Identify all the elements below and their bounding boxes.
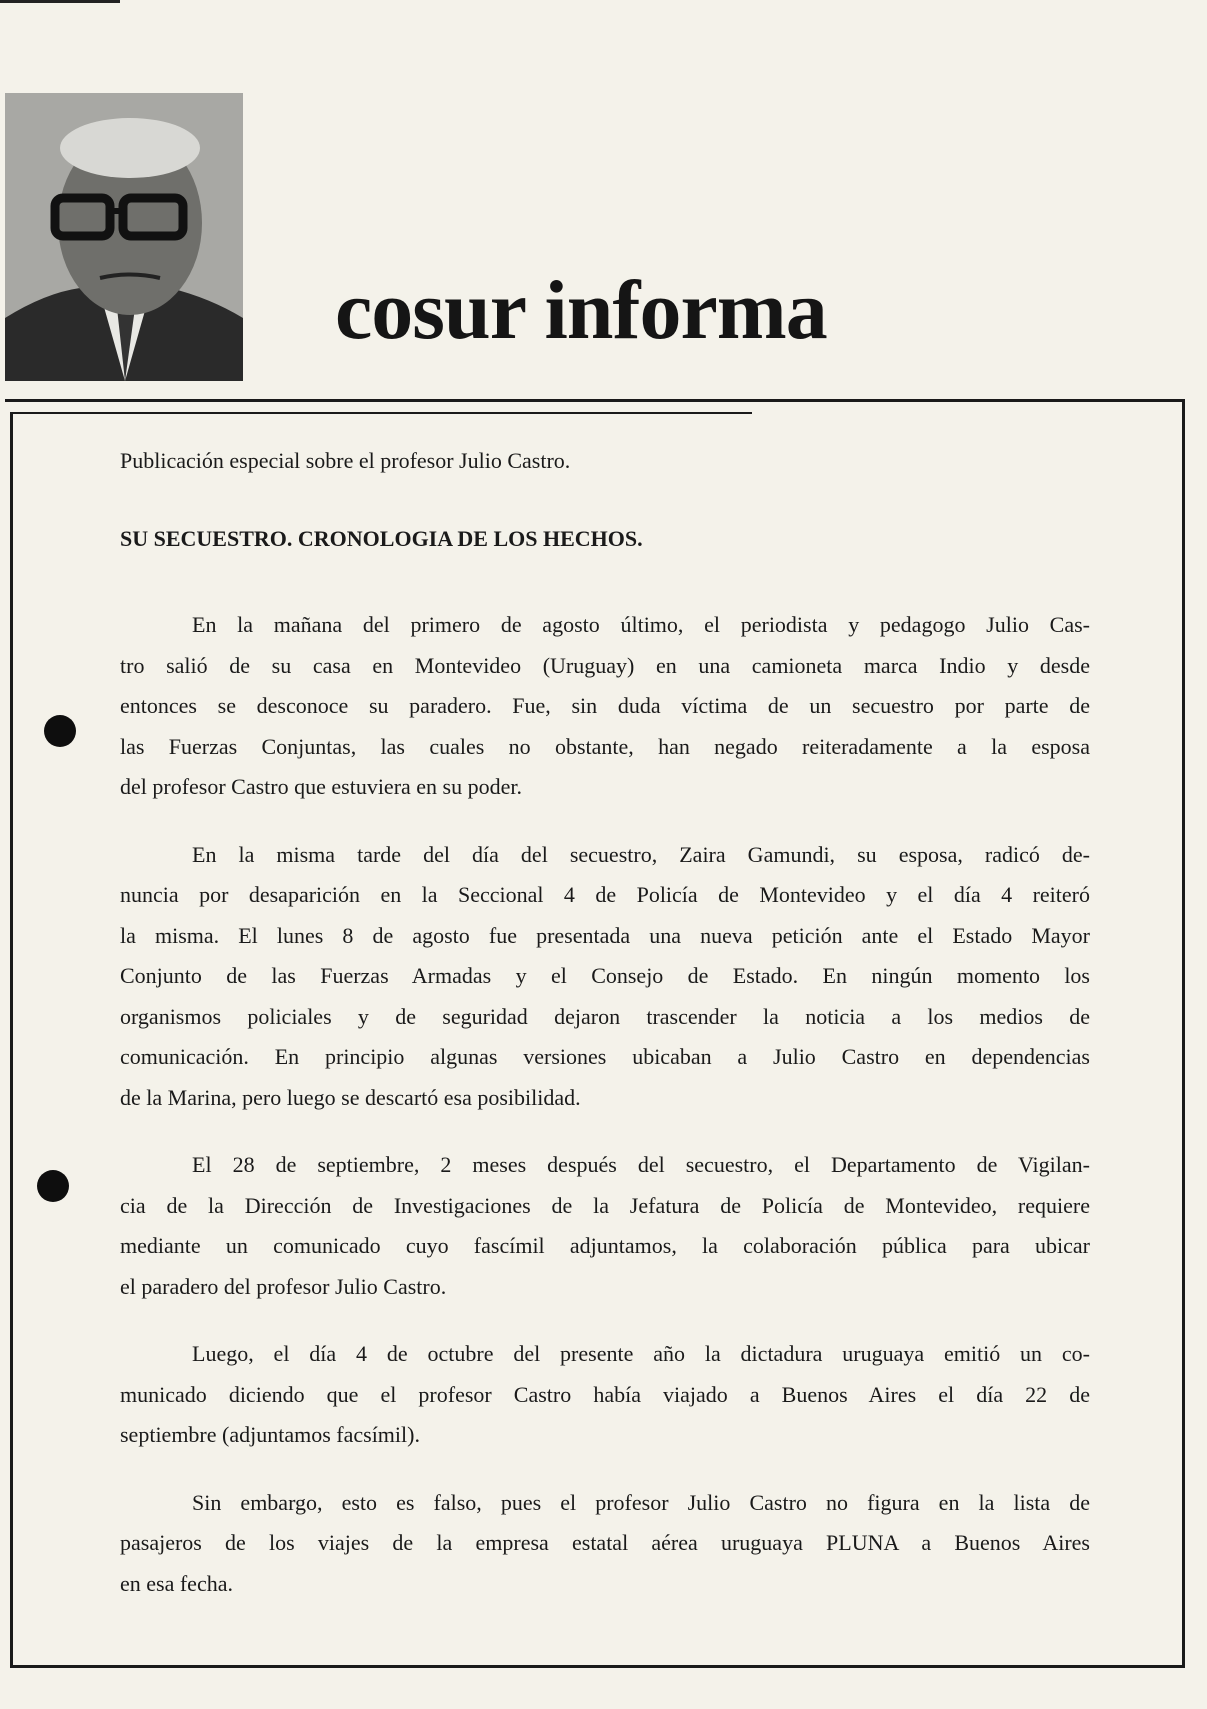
paragraph xyxy=(120,1483,1090,1605)
paragraph xyxy=(120,835,1090,1119)
text-line: nuncia por desaparición en la Seccional 4 de Policía de Montevideo y el día 4 reiteró xyxy=(120,882,1090,907)
text-line: mediante un comunicado cuyo fascímil adjuntamos, la colaboración pública para ubicar xyxy=(120,1233,1090,1258)
text-line: las Fuerzas Conjuntas, las cuales no obstante, han negado reiteradamente a la esposa xyxy=(120,733,1090,759)
text-line: de la Marina, pero luego se descartó esa posibilidad. xyxy=(120,1084,581,1110)
text-line: pasajeros de los viajes de la empresa estatal aérea uruguaya PLUNA a Buenos Aires xyxy=(120,1530,1090,1555)
paragraph xyxy=(120,1334,1090,1456)
text-line: en esa fecha. xyxy=(120,1570,233,1596)
text-line: En la mañana del primero de agosto último, el periodista y pedagogo Julio Cas- xyxy=(192,612,1090,637)
text-line: entonces se desconoce su paradero. Fue, sin duda víctima de un secuestro por parte de xyxy=(120,693,1090,718)
portrait-photo xyxy=(5,93,243,381)
punch-hole xyxy=(44,715,76,747)
paragraph xyxy=(120,605,1090,808)
section-heading: SU SECUESTRO. CRONOLOGIA DE LOS HECHOS. xyxy=(120,526,643,551)
text-line: En la misma tarde del día del secuestro, Zaira Gamundi, su esposa, radicó de- xyxy=(192,841,1090,867)
text-line: organismos policiales y de seguridad dejaron trascender la noticia a los medios de xyxy=(120,1003,1090,1029)
publication-title: cosur informa xyxy=(335,264,827,357)
text-line: del profesor Castro que estuviera en su poder. xyxy=(120,774,522,799)
article-body xyxy=(120,605,1090,1631)
text-line: Luego, el día 4 de octubre del presente año la dictadura uruguaya emitió un co- xyxy=(192,1341,1090,1366)
text-line: El 28 de septiembre, 2 meses después del secuestro, el Departamento de Vigilan- xyxy=(192,1152,1090,1177)
scan-mark xyxy=(0,0,120,3)
frame-top-inner xyxy=(12,412,752,414)
text-line: tro salió de su casa en Montevideo (Uruguay) en una camioneta marca Indio y desde xyxy=(120,652,1090,678)
text-line: el paradero del profesor Julio Castro. xyxy=(120,1273,447,1299)
text-line: cia de la Dirección de Investigaciones de la Jefatura de Policía de Montevideo, requiere xyxy=(120,1192,1090,1218)
text-line: Conjunto de las Fuerzas Armadas y el Consejo de Estado. En ningún momento los xyxy=(120,963,1090,988)
text-line: septiembre (adjuntamos facsímil). xyxy=(120,1422,420,1447)
text-line: comunicación. En principio algunas versiones ubicaban a Julio Castro en dependencias xyxy=(120,1044,1090,1069)
frame-right xyxy=(1182,399,1185,1667)
punch-hole xyxy=(37,1170,69,1202)
text-line: municado diciendo que el profesor Castro había viajado a Buenos Aires el día 22 de xyxy=(120,1381,1090,1407)
frame-left xyxy=(10,412,13,1667)
text-line: la misma. El lunes 8 de agosto fue presentada una nueva petición ante el Estado Mayor xyxy=(120,922,1090,948)
frame-top xyxy=(5,399,1185,402)
paragraph xyxy=(120,1145,1090,1307)
frame-bottom xyxy=(10,1665,1185,1668)
intro-text: Publicación especial sobre el profesor Julio Castro. xyxy=(120,448,571,473)
text-line: Sin embargo, esto es falso, pues el profesor Julio Castro no figura en la lista de xyxy=(192,1489,1090,1515)
